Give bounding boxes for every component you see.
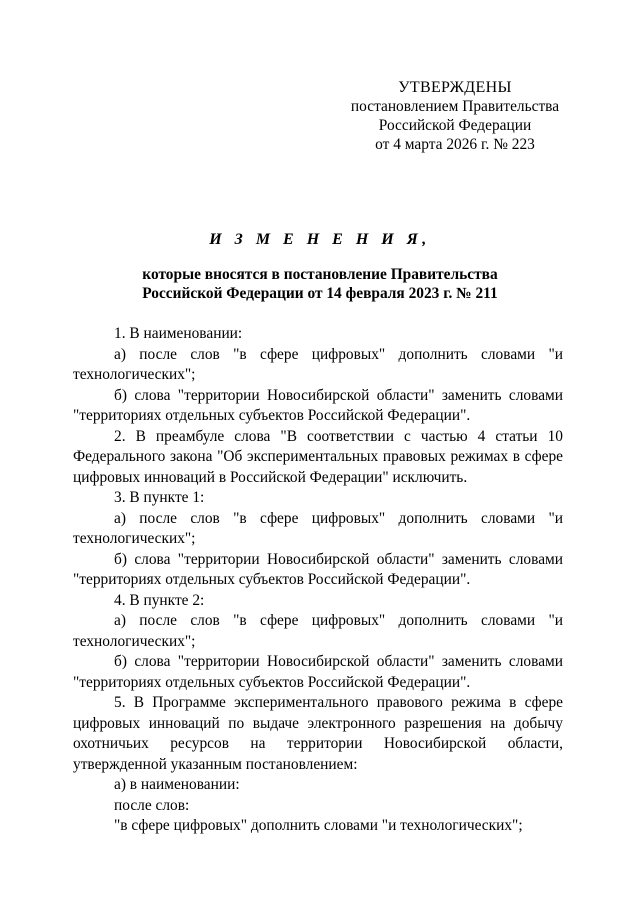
document-subtitle <box>70 265 570 303</box>
paragraph: б) слова "территории Новосибирской области" заменить словами "территориях отдельных субъектов Российской Федерации". <box>73 550 563 588</box>
paragraph: а) после слов "в сфере цифровых" дополнить словами "и технологических"; <box>73 509 563 547</box>
document-title-block <box>70 230 570 303</box>
document-body <box>73 324 563 837</box>
paragraph: б) слова "территории Новосибирской области" заменить словами "территориях отдельных субъектов Российской Федерации". <box>73 386 563 424</box>
approval-block <box>330 78 580 154</box>
subtitle-line: которые вносятся в постановление Правительства <box>142 266 498 283</box>
paragraph: а) после слов "в сфере цифровых" дополнить словами "и технологических"; <box>73 345 563 383</box>
paragraph: 4. В пункте 2: <box>114 591 205 609</box>
paragraph: 2. В преамбуле слова "В соответствии с частью 4 статьи 10 Федерального закона "Об экспериментальных правовых режимах в сфере цифровых инноваций в Российской Федерации" исключить. <box>73 427 563 486</box>
approval-line: от 4 марта 2026 г. № 223 <box>375 136 535 153</box>
paragraph: после слов: <box>114 796 190 814</box>
approval-line: постановлением Правительства <box>350 98 560 115</box>
paragraph: б) слова "территории Новосибирской области" заменить словами "территориях отдельных субъектов Российской Федерации". <box>73 653 563 691</box>
document-title: И З М Е Н Е Н И Я, <box>209 231 431 248</box>
paragraph: а) в наименовании: <box>114 776 240 793</box>
paragraph: 1. В наименовании: <box>114 325 243 342</box>
paragraph: а) после слов "в сфере цифровых" дополнить словами "и технологических"; <box>73 612 563 650</box>
paragraph: 3. В пункте 1: <box>114 489 205 506</box>
paragraph: "в сфере цифровых" дополнить словами "и технологических"; <box>114 817 523 834</box>
approval-line: Российской Федерации <box>378 117 532 134</box>
approval-heading: УТВЕРЖДЕНЫ <box>398 79 512 96</box>
paragraph: 5. В Программе экспериментального правового режима в сфере цифровых инноваций по выдаче электронного разрешения на добычу охотничьих ресурсов на территории Новосибирской области, утвержденной указанным постановлением: <box>73 694 563 773</box>
subtitle-line: Российской Федерации от 14 февраля 2023 г. № 211 <box>142 285 498 302</box>
